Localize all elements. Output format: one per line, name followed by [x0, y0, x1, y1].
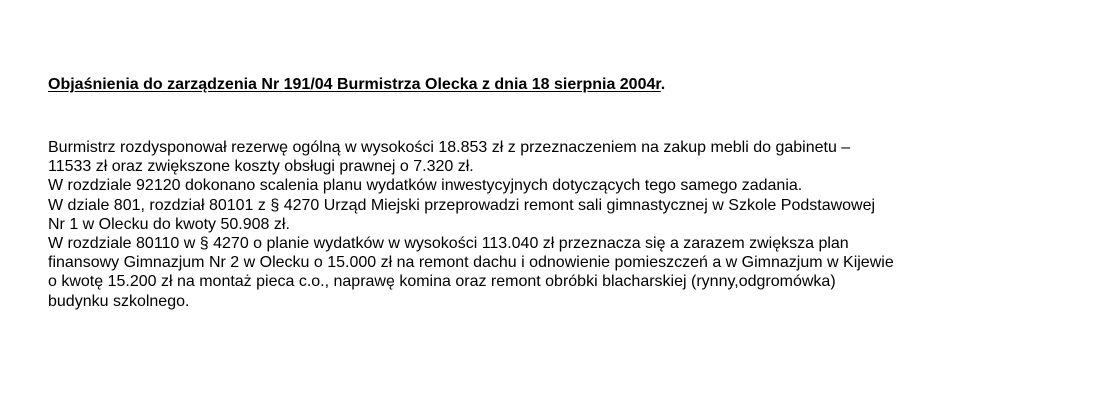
body-line: finansowy Gimnazjum Nr 2 w Olecku o 15.000 zł na remont dachu i odnowienie pomieszczeń a w Gimnazjum w Kijewie: [48, 254, 894, 272]
body-line: W rozdziale 80110 w § 4270 o planie wydatków w wysokości 113.040 zł przeznacza się a zarazem zwiększa plan: [48, 234, 849, 252]
body-line: budynku szkolnego.: [48, 292, 190, 310]
document-title-period: .: [660, 76, 666, 93]
body-line: o kwotę 15.200 zł na montaż pieca c.o., naprawę komina oraz remont obróbki blacharskiej (rynny,odgromówka): [48, 273, 836, 291]
document-body: [48, 138, 1088, 311]
document-title: [48, 76, 665, 94]
body-line: 11533 zł oraz zwiększone koszty obsługi prawnej o 7.320 zł.: [48, 158, 474, 176]
body-line: W dziale 801, rozdział 80101 z § 4270 Urząd Miejski przeprowadzi remont sali gimnastycznej w Szkole Podstawowej: [48, 196, 876, 214]
document-title-text: Objaśnienia do zarządzenia Nr 191/04 Burmistrza Olecka z dnia 18 sierpnia 2004r: [48, 76, 661, 93]
body-line: W rozdziale 92120 dokonano scalenia planu wydatków inwestycyjnych dotyczących tego samego zadania.: [48, 177, 803, 195]
body-line: Nr 1 w Olecku do kwoty 50.908 zł.: [48, 215, 290, 233]
body-line: Burmistrz rozdysponował rezerwę ogólną w wysokości 18.853 zł z przeznaczeniem na zakup mebli do gabinetu –: [48, 139, 851, 156]
